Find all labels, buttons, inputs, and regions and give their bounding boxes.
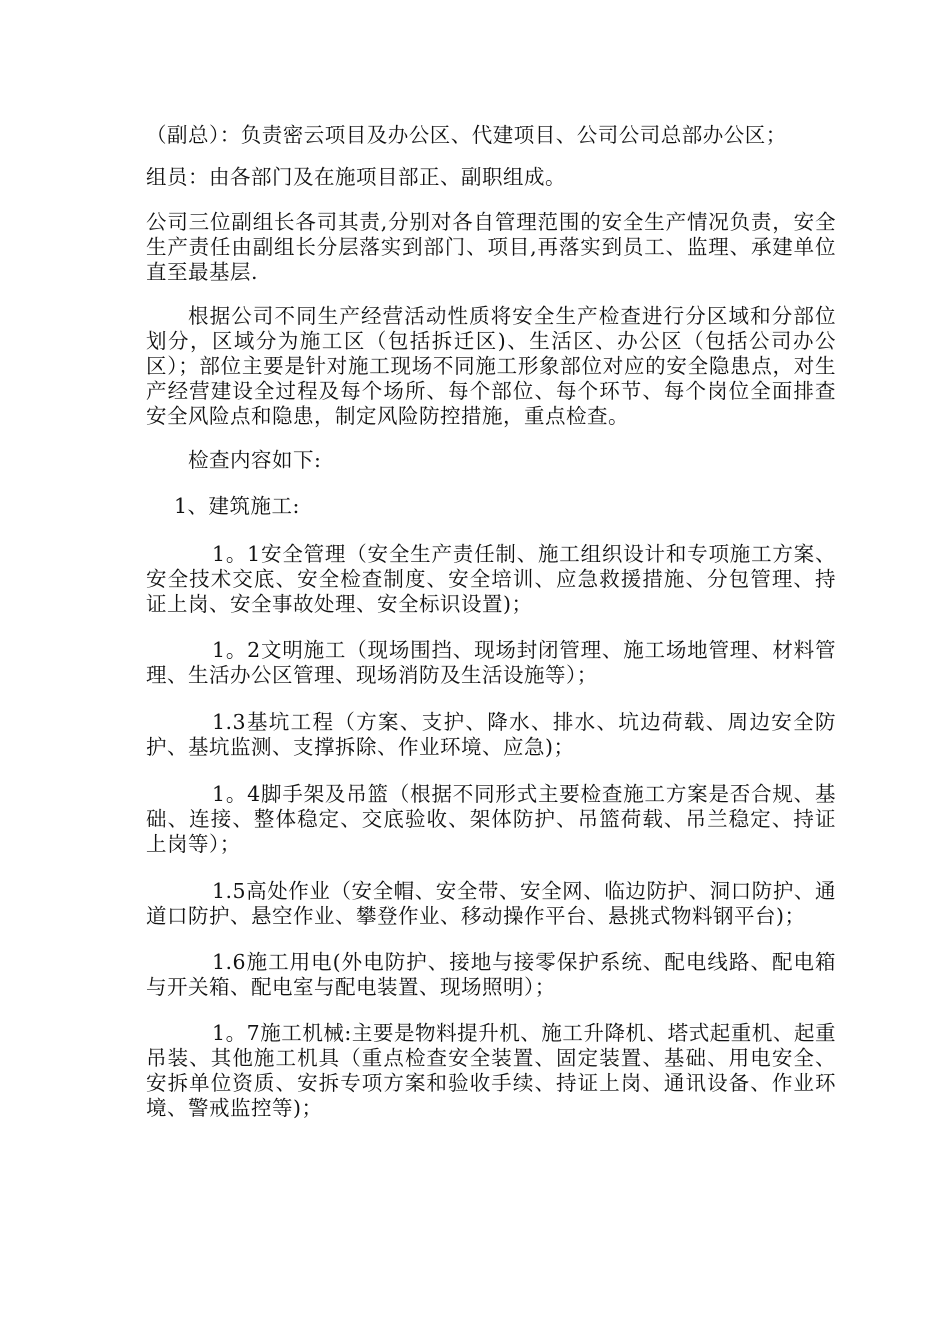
- item-1-3-foundation-pit: 1.3基坑工程（方案、支护、降水、排水、坑边荷载、周边安全防护、基坑监测、支撑拆除、作业环境、应急)；: [146, 710, 836, 759]
- item-1-5-work-at-height: 1.5高处作业（安全帽、安全带、安全网、临边防护、洞口防护、通道口防护、悬空作业、攀登作业、移动操作平台、悬挑式物料钢平台)；: [146, 879, 836, 928]
- section-heading-construction: 1、建筑施工:: [174, 494, 300, 518]
- item-1-6-electricity: 1.6施工用电(外电防护、接地与接零保护系统、配电线路、配电箱与开关箱、配电室与配电装置、现场照明）；: [146, 950, 836, 999]
- paragraph-deputy-duties: （副总）：负责密云项目及办公区、代建项目、公司公司总部办公区；: [146, 123, 787, 147]
- item-1-4-scaffolding: 1。4脚手架及吊篮（根据不同形式主要检查施工方案是否合规、基础、连接、整体稳定、交底验收、架体防护、吊篮荷载、吊兰稳定、持证上岗等）；: [146, 782, 836, 856]
- paragraph-members: 组员：由各部门及在施项目部正、副职组成。: [146, 165, 566, 189]
- item-1-1-safety-management: 1。1安全管理（安全生产责任制、施工组织设计和专项施工方案、安全技术交底、安全检查制度、安全培训、应急救援措施、分包管理、持证上岗、安全事故处理、安全标识设置)；: [146, 542, 836, 616]
- paragraph-responsibility: 公司三位副组长各司其责,分别对各自管理范围的安全生产情况负责，安全生产责任由副组长分层落实到部门、项目,再落实到员工、监理、承建单位直至最基层.: [146, 210, 836, 284]
- document-body: [146, 116, 836, 1121]
- paragraph-zoning: 根据公司不同生产经营活动性质将安全生产检查进行分区域和分部位划分，区域分为施工区（包括拆迁区)、生活区、办公区（包括公司办公区）；部位主要是针对施工现场不同施工形象部位对应的安全隐患点，对生产经营建设全过程及每个场所、每个部位、每个环节、每个岗位全面排查安全风险点和隐患，制定风险防控措施，重点检查。: [146, 304, 836, 428]
- item-1-7-machinery: 1。7施工机械:主要是物料提升机、施工升降机、塔式起重机、起重吊装、其他施工机具（重点检查安全装置、固定装置、基础、用电安全、安拆单位资质、安拆专项方案和验收手续、持证上岗、通讯设备、作业环境、警戒监控等)；: [146, 1021, 836, 1120]
- paragraph-inspection-intro: 检查内容如下:: [188, 448, 322, 472]
- item-1-2-civilized-construction: 1。2文明施工（现场围挡、现场封闭管理、施工场地管理、材料管理、生活办公区管理、现场消防及生活设施等）；: [146, 638, 836, 687]
